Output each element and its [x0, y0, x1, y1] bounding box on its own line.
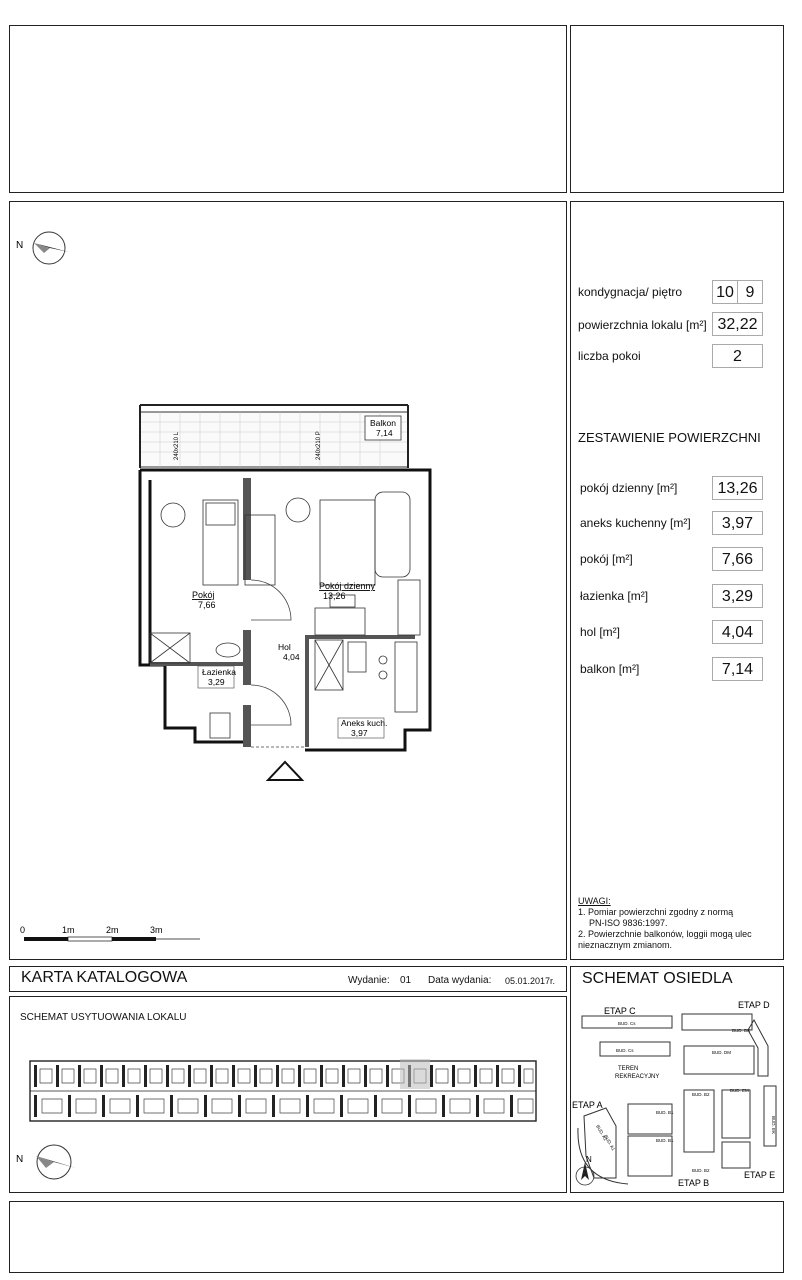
svg-text:N: N — [16, 1154, 24, 1165]
note-line: nieznacznym zmianom. — [578, 940, 673, 950]
room-name-hol: Hol — [278, 642, 291, 652]
notes-title: UWAGI: — [578, 896, 611, 906]
bottom-frame — [9, 1201, 784, 1273]
header-left-frame — [9, 25, 567, 193]
note-line: 2. Powierzchnie balkonów, loggii mogą ulec — [578, 929, 752, 939]
room-area-aneks: 3,97 — [351, 728, 368, 738]
room-name-lazienka: Łazienka — [202, 667, 237, 677]
edition-value: 01 — [400, 975, 412, 986]
floor-label: kondygnacja/ piętro — [578, 285, 683, 299]
room-name-dzienny: Pokój dzienny — [319, 581, 376, 591]
scale-label: 0 — [20, 925, 26, 935]
area-row-value: 3,29 — [712, 584, 763, 608]
svg-text:BUD. A1: BUD. A1 — [595, 1124, 609, 1142]
entrance-marker-icon — [268, 762, 302, 780]
note-line: 1. Pomiar powierzchni zgodny z normą — [578, 907, 734, 917]
room-name-pokoj: Pokój — [192, 590, 215, 600]
room-name-balcony: Balkon — [370, 418, 396, 428]
area-row-value: 3,97 — [712, 511, 763, 535]
scale-label: 2m — [106, 925, 119, 935]
room-name-aneks: Aneks kuch. — [341, 718, 388, 728]
svg-text:BUD. EM: BUD. EM — [730, 1088, 749, 1093]
floor-value-1: 10 — [712, 280, 738, 304]
svg-text:BUD. B2: BUD. B2 — [692, 1092, 710, 1097]
svg-text:N: N — [16, 240, 24, 251]
window-tag: 240x210 L — [174, 431, 180, 460]
catalog-title: KARTA KATALOGOWA — [21, 969, 188, 986]
area-row-label: aneks kuchenny [m²] — [580, 516, 691, 530]
area-row-value: 13,26 — [712, 476, 763, 500]
date-value: 05.01.2017r. — [505, 976, 556, 986]
svg-text:BUD. Cs: BUD. Cs — [616, 1048, 634, 1053]
area-row-label: hol [m²] — [580, 625, 621, 639]
etap-label: ETAP D — [738, 1000, 770, 1010]
room-area-hol: 4,04 — [283, 652, 300, 662]
svg-text:N: N — [586, 1155, 592, 1164]
summary-title: ZESTAWIENIE POWIERZCHNI — [578, 430, 761, 445]
etap-label: ETAP C — [604, 1006, 636, 1016]
area-row-label: pokój [m²] — [580, 552, 633, 566]
scale-label: 1m — [62, 925, 75, 935]
room-area-pokoj: 7,66 — [198, 600, 216, 610]
svg-text:BUD. A1: BUD. A1 — [603, 1134, 617, 1152]
scale-bar — [18, 922, 208, 948]
north-arrow-icon — [14, 228, 74, 268]
north-arrow-icon — [14, 1142, 84, 1182]
area-value: 32,22 — [712, 312, 763, 336]
furniture — [150, 492, 420, 738]
outer-walls — [140, 470, 430, 750]
svg-text:BUD. B1: BUD. B1 — [656, 1110, 674, 1115]
estate-title: SCHEMAT OSIEDLA — [582, 970, 733, 987]
area-label: powierzchnia lokalu [m²] — [578, 318, 707, 332]
building-schematic — [28, 1055, 548, 1125]
note-line: PN-ISO 9836:1997. — [589, 918, 668, 928]
area-row-value: 7,14 — [712, 657, 763, 681]
terrain-label: TEREN — [618, 1066, 639, 1072]
north-arrow-icon — [576, 1155, 594, 1185]
etap-label: ETAP B — [678, 1178, 710, 1188]
svg-text:BUD. B1: BUD. B1 — [656, 1138, 674, 1143]
room-area-lazienka: 3,29 — [208, 677, 225, 687]
room-area-dzienny: 13,26 — [323, 591, 346, 601]
doors — [251, 580, 305, 747]
estate-map — [572, 996, 782, 1192]
area-row-label: balkon [m²] — [580, 662, 640, 676]
terrain-label: REKREACYJNY — [615, 1074, 660, 1080]
floor-value-2: 9 — [737, 280, 763, 304]
room-area-balcony: 7,14 — [376, 428, 393, 438]
svg-text:BUD. DK: BUD. DK — [732, 1028, 751, 1033]
rooms-label: liczba pokoi — [578, 349, 641, 363]
edition-label: Wydanie: — [348, 975, 390, 986]
date-label: Data wydania: — [428, 975, 492, 986]
scale-label: 3m — [150, 925, 163, 935]
svg-text:BUD. Cs: BUD. Cs — [618, 1021, 636, 1026]
etap-label: ETAP E — [744, 1170, 776, 1180]
area-row-label: łazienka [m²] — [580, 589, 649, 603]
svg-text:BUD. B2: BUD. B2 — [692, 1168, 710, 1173]
floor-plan — [120, 390, 440, 790]
header-right-frame — [570, 25, 784, 193]
svg-text:BUD. DM: BUD. DM — [712, 1050, 731, 1055]
area-row-label: pokój dzienny [m²] — [580, 481, 678, 495]
location-title: SCHEMAT USYTUOWANIA LOKALU — [20, 1012, 187, 1023]
etap-label: ETAP A — [572, 1100, 603, 1110]
area-row-value: 7,66 — [712, 547, 763, 571]
window-tag: 240x210 P — [316, 431, 322, 460]
area-row-value: 4,04 — [712, 620, 763, 644]
unit-highlight — [400, 1059, 430, 1089]
svg-text:BUD. EK: BUD. EK — [771, 1116, 776, 1135]
rooms-value: 2 — [712, 344, 763, 368]
